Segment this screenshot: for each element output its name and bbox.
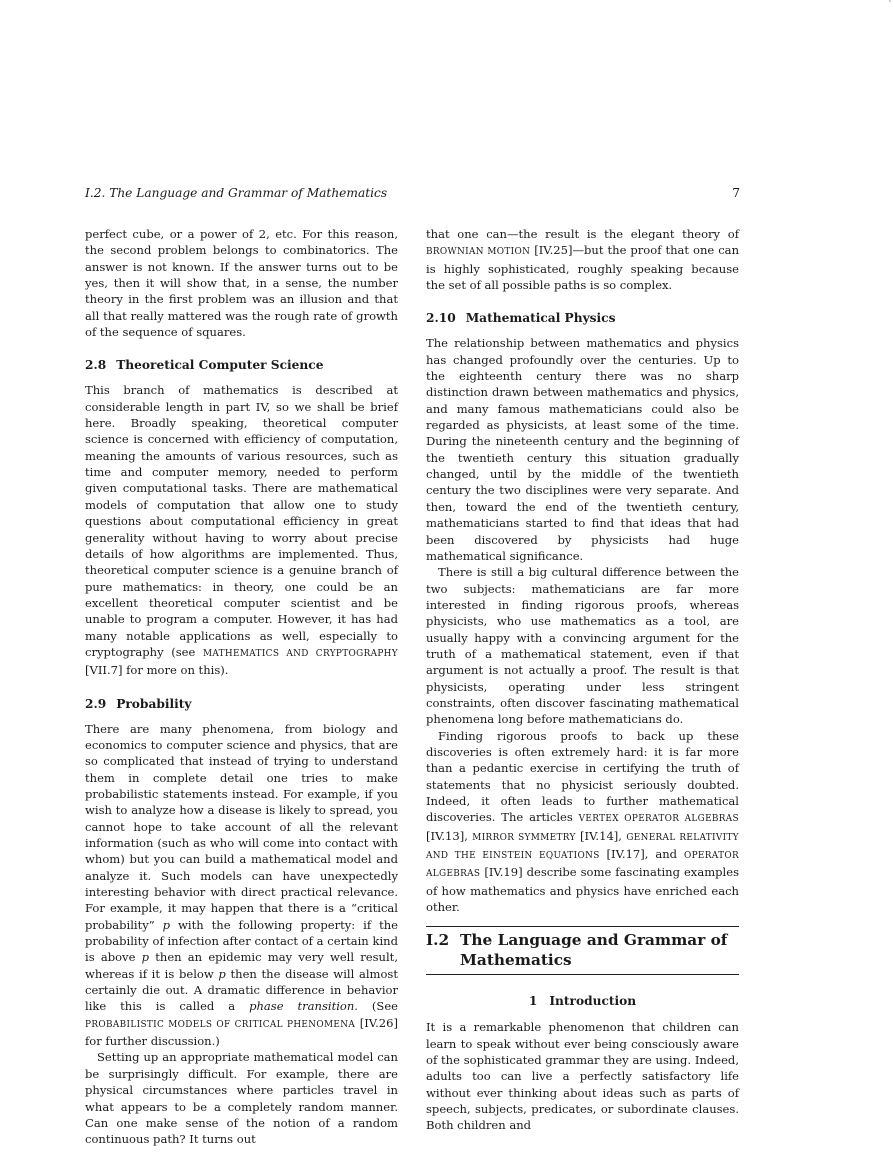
text-run: then an epidemic may very well result, whereas if it is below (85, 950, 398, 981)
cross-reference: VERTEX OPERATOR ALGEBRAS (578, 814, 739, 825)
math-variable: p (141, 950, 150, 965)
cross-reference: MIRROR SYMMETRY (472, 832, 576, 843)
paragraph-probability (85, 721, 398, 1050)
cross-reference: PROBABILISTIC MODELS OF CRITICAL PHENOMENA (85, 1019, 356, 1030)
math-variable: p (218, 966, 226, 981)
section-heading-2-8 (85, 357, 398, 373)
text-run: Finding rigorous proofs to back up these discoveries is often extremely hard: it is far more than a pedantic exercise in certifying the truth of statements that no physicist seriously doubted. Indeed, it often leads to further mathematical discoveries. The articles (426, 728, 739, 825)
paragraph-continued (426, 226, 739, 293)
section-number: 2.10 (426, 311, 456, 326)
text-run: that one can—the result is the elegant theory of (426, 227, 739, 241)
cross-reference: MATHEMATICS AND CRYPTOGRAPHY (202, 648, 398, 659)
cross-reference: BROWNIAN MOTION (426, 247, 531, 258)
left-column (85, 226, 398, 1148)
right-column (426, 226, 739, 1134)
text-run: . (See (354, 999, 398, 1014)
text-run: then the disease will almost certainly die out. A dramatic difference in behavior like this is called a (85, 966, 399, 1014)
paragraph-theoretical-cs (85, 382, 398, 678)
paragraph-math-physics-2: There is still a big cultural difference between the two subjects: mathematicians are far more interested in finding rigorous proofs, whereas physicists, who use mathematics as a tool, are usually happy with a convincing argument for the truth of a mathematical statement, even if that argument is not actually a proof. The result is that physicists, operating under less stringent constraints, often discover fascinating mathematical phenomena long before mathematicians do. (426, 565, 739, 727)
section-title: Theoretical Computer Science (116, 358, 324, 373)
page-number: 7 (732, 186, 740, 200)
introduction-heading (426, 993, 739, 1009)
text-run: [IV.25]—but the proof that one can is highly sophisticated, roughly speaking because the set of all possible paths is so complex. (426, 243, 740, 293)
text-run: [IV.13], (426, 828, 473, 843)
section-number: 2.8 (85, 358, 107, 373)
section-number: 2.9 (85, 696, 107, 711)
text-run: There are many phenomena, from biology and economics to computer science and physics, that are so complicated that instead of trying to understand them in complete detail one tries to make probabilistic statements instead. For example, if you wish to analyze how a disease is likely to spread, you cannot hope to take account of all the relevant information (such as who will come into contact with whom) but you can build a mathematical model and analyze it. Such models can have unexpectedly interesting behavior with direct practical relevance. For example, it may happen that there is a “critical probability” (85, 721, 398, 932)
chapter-heading (426, 926, 739, 975)
text-run: This branch of mathematics is described at considerable length in part IV, so we shall be brief here. Broadly speaking, theoretical computer science is concerned with efficiency of computation, meaning the amounts of various resources, such as time and computer memory, needed to perform given computational tasks. There are mathematical models of computation that allow one to study questions about computational efficiency in great generality without having to worry about precise details of how algorithms are implemented. Thus, theoretical computer science is a genuine branch of pure mathematics: in theory, one could be an excellent theoretical computer scientist and be unable to program a computer. However, it has had many notable applications as well, especially to cryptography (see (85, 383, 398, 659)
paragraph-math-physics-1: The relationship between mathematics and physics has changed profoundly over the centuries. Up to the eighteenth century there was no sharp distinction drawn between mathematics and physics, and many famous mathematicians could also be regarded as physicists, at least some of the time. During the nineteenth century and the beginning of the twentieth century this situation gradually changed, until by the middle of the twentieth century the two disciplines were very separate. And then, toward the end of the twentieth century, mathematicians started to find that ideas that had been discovered by physicists had huge mathematical significance. (426, 336, 739, 563)
emphasis: phase transition (249, 999, 355, 1014)
section-heading-2-9 (85, 696, 398, 712)
corner-mark: ` (888, 0, 893, 11)
running-title: I.2. The Language and Grammar of Mathematics (85, 186, 388, 200)
section-number: 1 (528, 994, 538, 1009)
text-run: [IV.19] describe some fascinating examples of how mathematics and physics have enriched each other. (426, 865, 739, 915)
text-run: [VII.7] for more on this). (85, 663, 229, 678)
section-title: Probability (116, 696, 192, 711)
cross-reference: GENERAL RELATIVITY AND THE EINSTEIN EQUATIONS (426, 832, 739, 862)
text-run: [IV.26] for further discussion.) (85, 1015, 398, 1049)
chapter-title: The Language and Grammar of Mathematics (460, 931, 728, 969)
text-run: [IV.17], and (599, 847, 684, 862)
cross-reference: OPERATOR ALGEBRAS (426, 851, 739, 880)
paragraph-introduction: It is a remarkable phenomenon that children can learn to speak without ever being consciously aware of the sophisticated grammar they are using. Indeed, adults too can live a perfectly satisfactory life without ever thinking about ideas such as parts of speech, subjects, predicates, or subordinate clauses. Both children and (426, 1020, 739, 1133)
text-run: with the following property: if the probability of infection after contact of a certain kind is above (85, 917, 398, 965)
paragraph-continued: perfect cube, or a power of 2, etc. For this reason, the second problem belongs to combinatorics. The answer is not known. If the answer turns out to be yes, then it will show that, in a sense, the number theory in the first problem was an illusion and that all that really mattered was the rough rate of growth of the sequence of squares. (85, 227, 398, 340)
running-header (85, 186, 740, 200)
chapter-number: I.2 (426, 931, 450, 950)
paragraph-math-physics-3 (426, 728, 739, 916)
section-title: Mathematical Physics (465, 311, 616, 326)
text-run: [IV.14], (575, 828, 627, 843)
math-variable: p (162, 917, 171, 932)
section-title: Introduction (549, 994, 637, 1009)
section-heading-2-10 (426, 310, 739, 326)
paragraph-probability-2: Setting up an appropriate mathematical model can be surprisingly difficult. For example, there are physical circumstances where particles travel in what appears to be a completely random manner. Can one make sense of the notion of a random continuous path? It turns out (85, 1050, 398, 1147)
